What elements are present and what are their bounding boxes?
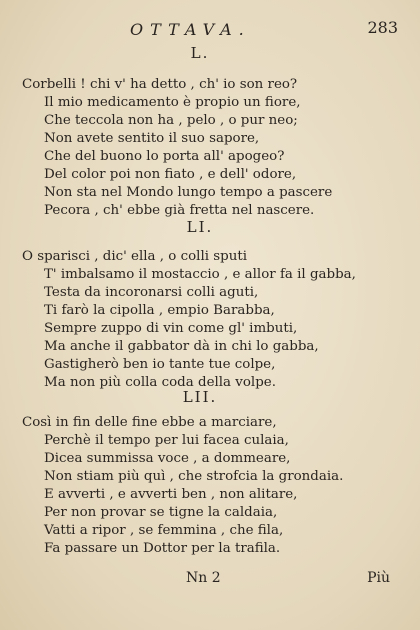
verse-line: Corbelli ! chi v' ha detto , ch' io son reo?: [22, 77, 298, 92]
verse-line: Ti farò la cipolla , empio Barabba,: [44, 303, 275, 318]
verse-line: Che teccola non ha , pelo , o pur neo;: [44, 113, 298, 128]
signature-mark: Nn 2: [186, 570, 221, 586]
page-footer: [0, 570, 420, 590]
verse-line: Fa passare un Dottor per la trafila.: [44, 541, 281, 556]
verse-line: Così in fin delle fine ebbe a marciare,: [22, 415, 277, 430]
verse-line: Ma anche il gabbator dà in chi lo gabba,: [44, 339, 319, 354]
stanza: [0, 76, 420, 220]
verse-line: Il mio medicamento è propio un fiore,: [44, 95, 301, 110]
verse-line: Gastigherò ben io tante tue colpe,: [44, 357, 276, 372]
stanza-number: L.: [190, 44, 210, 62]
verse-line: E avverti , e avverti ben , non alitare,: [44, 487, 298, 502]
catchword: Più: [367, 570, 390, 586]
verse-line: Perchè il tempo per lui facea culaia,: [44, 433, 289, 448]
stanza-number: LI.: [186, 218, 214, 236]
verse-line: Dicea summissa voce , a dommeare,: [44, 451, 291, 466]
verse-line: Non stiam più quì , che strofcia la grondaia.: [44, 469, 344, 484]
verse-line: Non avete sentito il suo sapore,: [44, 131, 260, 146]
running-title: OTTAVA.: [130, 20, 251, 39]
verse-line: Vatti a ripor , se femmina , che fila,: [44, 523, 284, 538]
stanza-number: LII.: [182, 388, 218, 406]
verse-line: O sparisci , dic' ella , o colli sputi: [22, 249, 248, 264]
verse-line: Che del buono lo porta all' apogeo?: [44, 149, 285, 164]
verse-line: T' imbalsamo il mostaccio , e allor fa il gabba,: [44, 267, 356, 282]
running-head: [0, 18, 420, 42]
verse-line: Ma non più colla coda della volpe.: [44, 375, 276, 390]
page-number: 283: [367, 18, 398, 37]
verse-line: Testa da incoronarsi colli aguti,: [44, 285, 259, 300]
verse-line: Sempre zuppo di vin come gl' imbuti,: [44, 321, 298, 336]
verse-line: Del color poi non fiato , e dell' odore,: [44, 167, 297, 182]
verse-line: Non sta nel Mondo lungo tempo a pascere: [44, 185, 333, 200]
stanza: [0, 248, 420, 392]
verse-line: Per non provar se tigne la caldaia,: [44, 505, 278, 520]
verse-line: Pecora , ch' ebbe già fretta nel nascere.: [44, 203, 315, 218]
stanza: [0, 414, 420, 558]
